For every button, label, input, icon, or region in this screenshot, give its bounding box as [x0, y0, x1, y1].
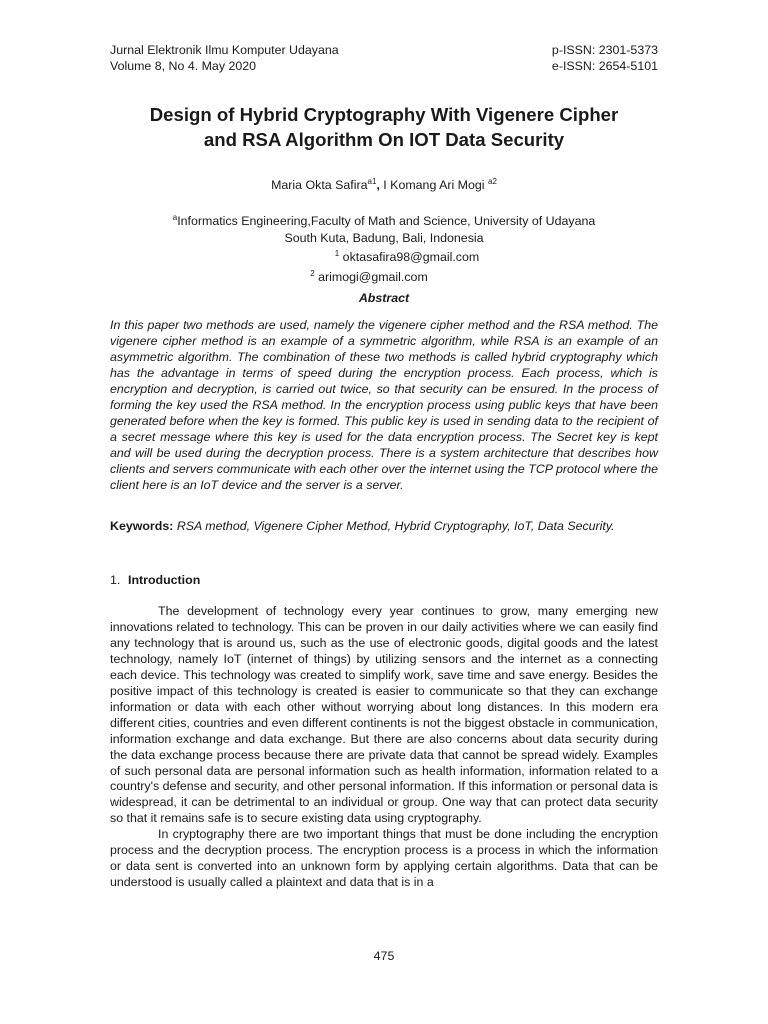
abstract-heading: Abstract [358, 291, 410, 305]
paragraph: In cryptography there are two important things that must be done including the encryption process and the decryption process. The encryption process is a process in which the information or data sent is converted into an unknown form by applying certain algorithms. Data that can be understood is usually called a plaintext and data that is in a [110, 827, 658, 890]
section-title: Introduction [128, 573, 201, 587]
e-issn: e-ISSN: 2654-5101 [551, 59, 658, 73]
author-affil-marker: a2 [488, 177, 497, 186]
journal-header [110, 42, 658, 74]
paper-title [80, 102, 688, 152]
author-email[interactable]: oktasafira98@gmail.com [342, 250, 480, 265]
journal-volume: Volume 8, No 4. May 2020 [110, 59, 257, 73]
email-marker: 2 [310, 268, 315, 278]
section-body [110, 604, 658, 891]
keywords [110, 519, 658, 533]
abstract-text: In this paper two methods are used, namely the vigenere cipher method and the RSA method. The vigenere cipher method is an example of a symmetric algorithm, while RSA is an example of an asymmetric algorithm. The combination of these two methods is called hybrid cryptography which has the advantage in terms of speed during the encryption process. Each process, which is encryption and decryption, is carried out twice, so that security can be ensured. In the process of forming the key used the RSA method. In the encryption process using public keys that have been generated before when the key is formed. This public key is used in sending data to the recipient of a secret message where this key is used for the data encryption process. The Secret key is kept and will be used during the decryption process. There is a system architecture that describes how clients and servers communicate with each other over the internet using the TCP protocol where the client here is an IoT device and the server is a server. [110, 318, 658, 492]
affiliation-block [0, 210, 768, 285]
title-line-2: and RSA Algorithm On IOT Data Security [203, 129, 565, 150]
title-line-1: Design of Hybrid Cryptography With Vigenere Cipher [149, 104, 619, 125]
page-number: 475 [373, 949, 395, 963]
keywords-text: RSA method, Vigenere Cipher Method, Hybrid Cryptography, IoT, Data Security. [176, 519, 615, 533]
email-marker: 1 [334, 249, 340, 259]
author-name: Maria Okta Safira [271, 178, 368, 193]
affil-marker: a [172, 213, 178, 222]
affiliation-address: South Kuta, Badung, Bali, Indonesia [284, 230, 484, 245]
affiliation-institution: Informatics Engineering,Faculty of Math and Science, University of Udayana [177, 214, 596, 229]
section-heading [110, 573, 200, 587]
journal-name: Jurnal Elektronik Ilmu Komputer Udayana [110, 43, 339, 57]
author-email[interactable]: arimogi@gmail.com [318, 269, 428, 284]
section-number: 1. [110, 573, 121, 587]
p-issn: p-ISSN: 2301-5373 [551, 43, 658, 57]
author-affil-marker: a1 [367, 177, 377, 186]
author-separator: , [376, 178, 384, 193]
keywords-label: Keywords: [110, 519, 174, 533]
author-name: I Komang Ari Mogi [383, 178, 485, 193]
author-list [0, 177, 768, 192]
paragraph: The development of technology every year continues to grow, many emerging new innovations related to technology. This can be proven in our daily activities where we can easily find any technology that is around us, such as the use of electronic goods, digital goods and the latest technology, namely IoT (internet of things) by utilizing sensors and the internet as a connecting each device. This technology was created to simplify work, save time and save energy. Besides the positive impact of this technology is created is easier to communicate so that they can exchange information or data with each other without worrying about long distances. In this modern era different cities, countries and even different continents is not the biggest obstacle in communication, information exchange and data exchange. But there are also concerns about data security during the data exchange process because there are private data that cannot be spread widely. Examples of such personal data are personal information such as health information, information related to a country's defense and security, and other personal information. If this information or personal data is widespread, it can be detrimental to an individual or group. One way that can protect data security so that it remains safe is to secure existing data using cryptography. [110, 604, 658, 826]
